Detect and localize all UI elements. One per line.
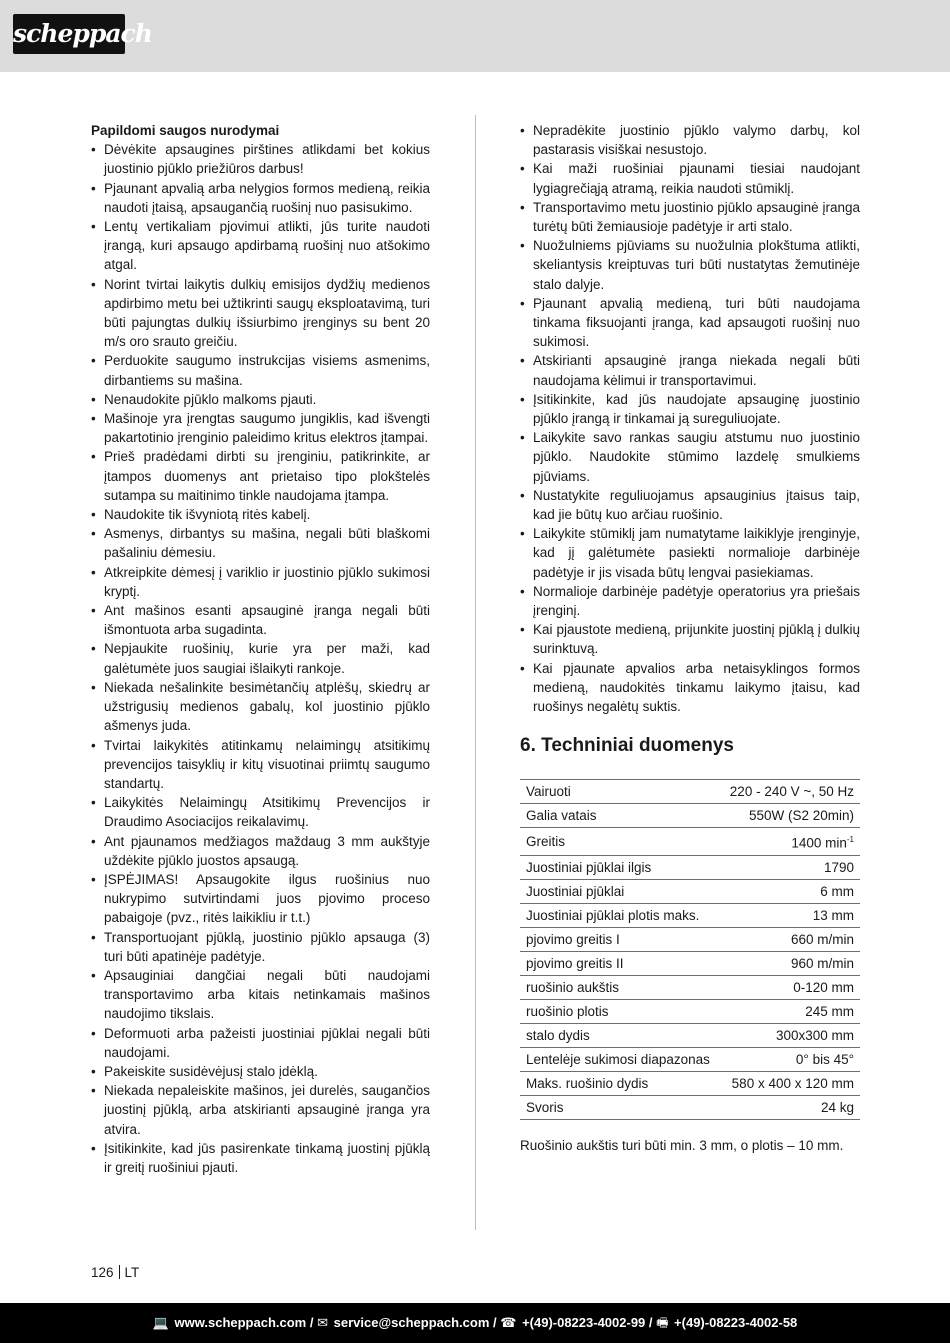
safety-list-item: • Ant mašinos esanti apsauginė įranga negali būti išmontuota arba sugadinta. bbox=[91, 601, 430, 639]
safety-list-item: • Niekada nepaleiskite mašinos, jei durelės, saugančios juostinį pjūklą, arba atskirianti apsauginė įranga yra atvira. bbox=[91, 1081, 430, 1139]
tech-table-row bbox=[520, 879, 860, 903]
page-number bbox=[91, 1265, 139, 1280]
footer-email[interactable]: service@scheppach.com / bbox=[333, 1315, 497, 1330]
envelope-icon: ✉ bbox=[317, 1315, 328, 1330]
tech-spec-value bbox=[721, 780, 860, 804]
computer-icon: 💻 bbox=[152, 1315, 169, 1330]
page-number-separator bbox=[119, 1265, 120, 1279]
safety-list-item: • Norint tvirtai laikytis dulkių emisijos dydžių medienos apdirbimo metu bei užtikrinti saugų eksploatavimą, turi būti pajungtas dulkių išsiurbimo įrenginys su bent 20 m/s oro srauto greičiu. bbox=[91, 275, 430, 352]
safety-list-item: • Naudokite tik išvyniotą ritės kabelį. bbox=[91, 505, 430, 524]
safety-list-item: • Pakeiskite susidėvėjusį stalo įdėklą. bbox=[91, 1062, 430, 1081]
tech-table-row bbox=[520, 780, 860, 804]
safety-list-item: • Nepradėkite juostinio pjūklo valymo darbų, kol pastarasis visiškai nesustojo. bbox=[520, 121, 860, 159]
safety-list-item: • Transportavimo metu juostinio pjūklo apsauginė įranga turėtų būti žemiausioje padėtyje ir arti stalo. bbox=[520, 198, 860, 236]
tech-table-row bbox=[520, 1047, 860, 1071]
safety-list-item: • ĮSPĖJIMAS! Apsaugokite ilgus ruošinius nuo nukrypimo sutvirtindami juos pjovimo proceso pabaigoje (pvz., ritės laikikliu ir t.t.) bbox=[91, 870, 430, 928]
tech-spec-value-text: 1400 min bbox=[791, 835, 847, 851]
tech-spec-value-text: 0° bis 45° bbox=[795, 1051, 854, 1067]
tech-spec-label: Vairuoti bbox=[520, 780, 721, 804]
tech-spec-value-text: 220 - 240 V ~, 50 Hz bbox=[729, 784, 854, 800]
safety-list-item: • Deformuoti arba pažeisti juostiniai pjūklai negali būti naudojami. bbox=[91, 1024, 430, 1062]
tech-spec-label: Maks. ruošinio dydis bbox=[520, 1071, 721, 1095]
tech-spec-value bbox=[721, 951, 860, 975]
tech-spec-value bbox=[721, 927, 860, 951]
tech-spec-label: pjovimo greitis II bbox=[520, 951, 721, 975]
safety-list-item: • Atkreipkite dėmesį į variklio ir juostinio pjūklo sukimosi kryptį. bbox=[91, 563, 430, 601]
safety-list-item: • Mašinoje yra įrengtas saugumo jungiklis, kad išvengti pakartotinio įrenginio paleidimo kritus elektros įtampai. bbox=[91, 409, 430, 447]
safety-list-right bbox=[520, 121, 860, 716]
tech-table-row bbox=[520, 855, 860, 879]
tech-spec-value bbox=[721, 828, 860, 856]
tech-table-row bbox=[520, 927, 860, 951]
tech-table-row bbox=[520, 951, 860, 975]
safety-list-item: • Kai pjaustote medieną, prijunkite juostinį pjūklą į dulkių surinktuvą. bbox=[520, 620, 860, 658]
tech-spec-label: ruošinio aukštis bbox=[520, 975, 721, 999]
safety-list-item: • Ant pjaunamos medžiagos maždaug 3 mm aukštyje uždėkite pjūklo juostos apsaugą. bbox=[91, 832, 430, 870]
safety-list-item: • Laikykitės Nelaimingų Atsitikimų Prevencijos ir Draudimo Asociacijos reikalavimų. bbox=[91, 793, 430, 831]
safety-list-item: • Kai maži ruošiniai pjaunami tiesiai naudojant lygiagrečiąją atramą, reikia naudoti stūmiklį. bbox=[520, 159, 860, 197]
tech-table-row bbox=[520, 1071, 860, 1095]
safety-list-item: • Dėvėkite apsaugines pirštines atlikdami bet kokius juostinio pjūklo priežiūros darbus! bbox=[91, 140, 430, 178]
tech-spec-value bbox=[721, 855, 860, 879]
scheppach-logo: scheppach bbox=[13, 14, 125, 54]
safety-list-item: • Prieš pradėdami dirbti su įrenginiu, patikrinkite, ar įtampos duomenys ant prietaiso tipo plokštelės sutampa su maitinimo tinkle naudojama įtampa. bbox=[91, 447, 430, 505]
safety-list-item: • Nustatykite reguliuojamus apsauginius įtaisus taip, kad jie būtų kuo arčiau ruošinio. bbox=[520, 486, 860, 524]
tech-table-row bbox=[520, 1095, 860, 1119]
tech-spec-value-text: 13 mm bbox=[812, 907, 854, 923]
phone-icon: ☎ bbox=[500, 1315, 517, 1330]
safety-list-item: • Atskirianti apsauginė įranga niekada negali būti naudojama kėlimui ir transportavimui. bbox=[520, 351, 860, 389]
tech-spec-value-text: 0-120 mm bbox=[793, 979, 854, 995]
safety-list-item: • Nuožulniems pjūviams su nuožulnia plokštuma atlikti, skeliantysis kreiptuvas turi būti nustatytas žemutinėje stalo dalyje. bbox=[520, 236, 860, 294]
tech-spec-value-text: 1790 bbox=[823, 859, 854, 875]
tech-spec-label: pjovimo greitis I bbox=[520, 927, 721, 951]
safety-list-item: • Kai pjaunate apvalios arba netaisyklingos formos medieną, naudokitės tinkamu laikymo įtaisu, kad ruošinys negalėtų suktis. bbox=[520, 659, 860, 717]
tech-spec-value bbox=[721, 804, 860, 828]
page-header bbox=[0, 0, 950, 72]
tech-spec-value-superscript: -1 bbox=[846, 835, 854, 845]
safety-list-item: • Pjaunant apvalią arba nelygios formos medieną, reikia naudoti įtaisą, apsaugančią ruošinį nuo pasisukimo. bbox=[91, 179, 430, 217]
page-number-value: 126 bbox=[91, 1265, 114, 1280]
tech-spec-value-text: 960 m/min bbox=[790, 955, 854, 971]
safety-left-column bbox=[91, 121, 430, 1177]
safety-list-item: • Lentų vertikaliam pjovimui atlikti, jūs turite naudoti įrangą, kuri apsaugo apdirbamą ruošinį nuo atšokimo atgal. bbox=[91, 217, 430, 275]
tech-spec-value-text: 245 mm bbox=[805, 1003, 854, 1019]
tech-spec-value bbox=[721, 1095, 860, 1119]
tech-spec-label: Lentelėje sukimosi diapazonas bbox=[520, 1047, 721, 1071]
tech-table-row bbox=[520, 1023, 860, 1047]
tech-spec-label: ruošinio plotis bbox=[520, 999, 721, 1023]
tech-spec-value-text: 550W (S2 20min) bbox=[748, 808, 854, 824]
page-language: LT bbox=[124, 1265, 140, 1280]
tech-spec-value bbox=[721, 999, 860, 1023]
tech-spec-value-text: 24 kg bbox=[820, 1099, 854, 1115]
safety-list-item: • Asmenys, dirbantys su mašina, negali būti blaškomi pašaliniu dėmesiu. bbox=[91, 524, 430, 562]
safety-list-item: • Įsitikinkite, kad jūs pasirenkate tinkamą juostinį pjūklą ir greitį ruošiniui pjauti. bbox=[91, 1139, 430, 1177]
safety-list-item: • Nepjaukite ruošinių, kurie yra per maži, kad galėtumėte juos saugiai išlaikyti rankoje. bbox=[91, 639, 430, 677]
page-footer bbox=[0, 1303, 950, 1343]
tech-spec-value bbox=[721, 1071, 860, 1095]
safety-list-item: • Laikykite stūmiklį jam numatytame laikiklyje įrenginyje, kad jį galėtumėte pasiekti normalioje darbinėje padėtyje ir jis visada būtų lengvai pasiekiamas. bbox=[520, 524, 860, 582]
safety-list-item: • Įsitikinkite, kad jūs naudojate apsauginę juostinio pjūklo įrangą ir tinkamai ją sureguliuojate. bbox=[520, 390, 860, 428]
column-divider bbox=[475, 115, 476, 1230]
tech-table-row bbox=[520, 999, 860, 1023]
safety-list-item: • Transportuojant pjūklą, juostinio pjūklo apsauga (3) turi būti apatinėje padėtyje. bbox=[91, 928, 430, 966]
tech-data-title: 6. Techniniai duomenys bbox=[520, 735, 734, 757]
footer-fax: +(49)-08223-4002-58 bbox=[674, 1315, 798, 1330]
safety-list-item: • Tvirtai laikykitės atitinkamų nelaimingų atsitikimų prevencijos taisyklių ir kitų visuotinai priimtų saugumo standartų. bbox=[91, 736, 430, 794]
tech-spec-label: Galia vatais bbox=[520, 804, 721, 828]
safety-list-item: • Laikykite savo rankas saugiu atstumu nuo juostinio pjūklo. Naudokite stūmimo lazdelę smulkiems pjūviams. bbox=[520, 428, 860, 486]
tech-spec-value-text: 580 x 400 x 120 mm bbox=[731, 1075, 854, 1091]
safety-list-item: • Normalioje darbinėje padėtyje operatorius yra priešais įrenginį. bbox=[520, 582, 860, 620]
tech-spec-value-text: 6 mm bbox=[820, 883, 854, 899]
safety-list-item: • Niekada nešalinkite besimėtančių atplėšų, skiedrų ar užstrigusių medienos gabalų, kol juostinio pjūklo ašmenys juda. bbox=[91, 678, 430, 736]
safety-list-item: • Nenaudokite pjūklo malkoms pjauti. bbox=[91, 390, 430, 409]
tech-spec-value-text: 300x300 mm bbox=[775, 1027, 854, 1043]
tech-spec-value bbox=[721, 1023, 860, 1047]
tech-table-row bbox=[520, 804, 860, 828]
right-column bbox=[520, 121, 860, 1155]
safety-list-item: • Pjaunant apvalią medieną, turi būti naudojama tinkama fiksuojanti įranga, kad apsaugoti ruošinį nuo sukimosi. bbox=[520, 294, 860, 352]
tech-data-table bbox=[520, 779, 860, 1120]
tech-spec-label: Juostiniai pjūklai ilgis bbox=[520, 855, 721, 879]
tech-spec-value bbox=[721, 903, 860, 927]
tech-spec-value bbox=[721, 1047, 860, 1071]
tech-table-row bbox=[520, 828, 860, 856]
footer-website[interactable]: www.scheppach.com / bbox=[174, 1315, 314, 1330]
tech-spec-value-text: 660 m/min bbox=[790, 931, 854, 947]
tech-spec-label: stalo dydis bbox=[520, 1023, 721, 1047]
safety-list-left bbox=[91, 140, 430, 1177]
tech-spec-label: Svoris bbox=[520, 1095, 721, 1119]
safety-list-item: • Apsauginiai dangčiai negali būti naudojami transportavimo arba kitais netinkamais mašinos naudojimo tikslais. bbox=[91, 966, 430, 1024]
tech-spec-value bbox=[721, 879, 860, 903]
fax-icon: 🖷 bbox=[656, 1315, 669, 1330]
footer-phone: +(49)-08223-4002-99 / bbox=[522, 1315, 653, 1330]
safety-list-item: • Perduokite saugumo instrukcijas visiems asmenims, dirbantiems su mašina. bbox=[91, 351, 430, 389]
tech-table-row bbox=[520, 903, 860, 927]
tech-table-row bbox=[520, 975, 860, 999]
tech-spec-label: Juostiniai pjūklai bbox=[520, 879, 721, 903]
safety-heading: Papildomi saugos nurodymai bbox=[91, 123, 280, 138]
tech-spec-value bbox=[721, 975, 860, 999]
tech-note: Ruošinio aukštis turi būti min. 3 mm, o plotis – 10 mm. bbox=[520, 1137, 844, 1153]
tech-spec-label: Juostiniai pjūklai plotis maks. bbox=[520, 903, 721, 927]
tech-spec-label: Greitis bbox=[520, 828, 721, 856]
